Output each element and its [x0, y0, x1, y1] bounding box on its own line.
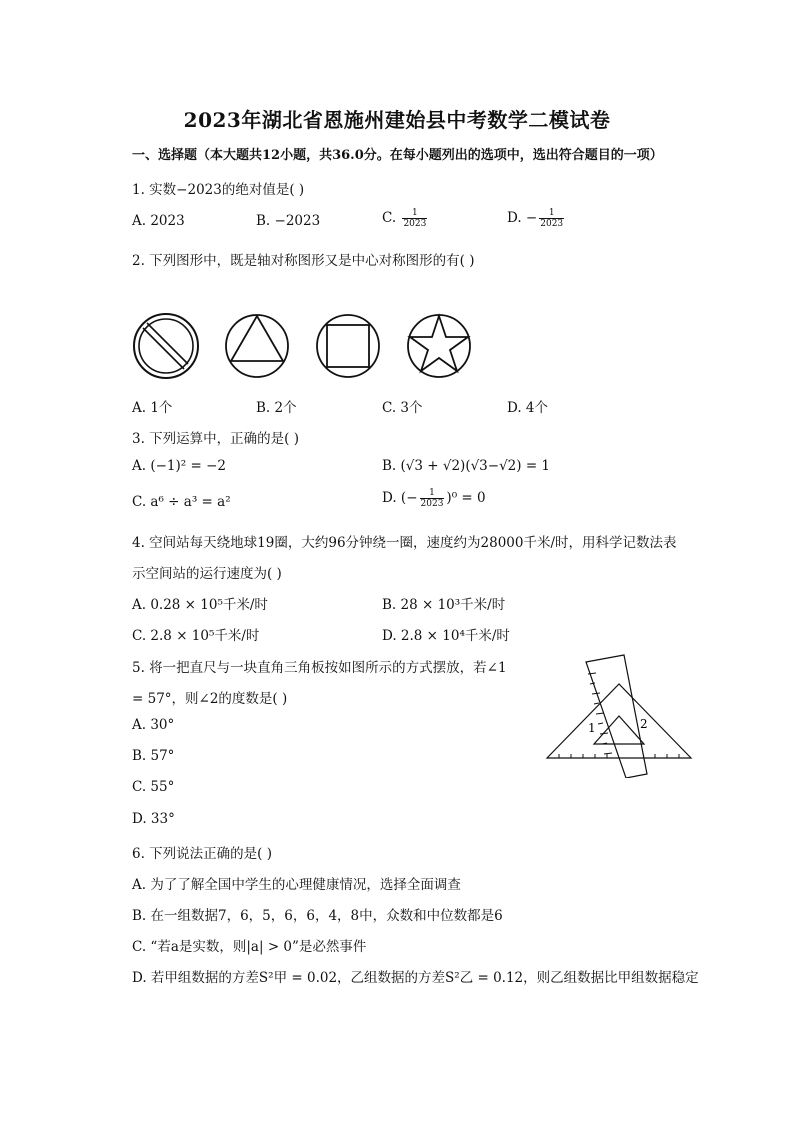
ruler-triangle-figure [544, 652, 694, 778]
question-5-option-a: A. 30° [132, 717, 175, 733]
question-1-option-a: A. 2023 [132, 213, 185, 229]
question-4-option-a: A. 0.28 × 10⁵千米/时 [132, 597, 268, 613]
question-2-option-a: A. 1个 [132, 400, 173, 416]
question-3-option-a: A. (−1)² = −2 [132, 458, 226, 474]
fraction [402, 208, 427, 229]
question-4-option-d: D. 2.8 × 10⁴千米/时 [382, 628, 510, 644]
question-6-stem: 6. 下列说法正确的是( ) [132, 846, 272, 862]
page-title: 2023年湖北省恩施州建始县中考数学二模试卷 [183, 108, 611, 132]
question-1-option-c-prefix: C. [382, 210, 397, 226]
fraction [420, 488, 445, 509]
question-4-stem-line-2: 示空间站的运行速度为( ) [132, 566, 282, 582]
question-6-option-c: C. “若a是实数，则|a| > 0”是必然事件 [132, 939, 367, 955]
question-5-stem-line-2: = 57°，则∠2的度数是( ) [132, 691, 288, 707]
question-4-stem-line-1: 4. 空间站每天绕地球19圈，大约96分钟绕一圈，速度约为28000千米/时，用科学记数法表 [132, 535, 677, 551]
fraction-denominator: 2023 [420, 499, 444, 509]
question-1-stem: 1. 实数−2023的绝对值是( ) [132, 182, 305, 198]
fraction-numerator: 1 [402, 208, 427, 219]
question-3-stem: 3. 下列运算中，正确的是( ) [132, 431, 299, 447]
question-5-option-c: C. 55° [132, 779, 175, 795]
question-1-option-d-prefix: D. − [507, 210, 538, 226]
fraction-denominator: 2023 [540, 219, 564, 229]
figure-circle-triangle [226, 315, 288, 377]
question-6-option-d: D. 若甲组数据的方差S²甲 = 0.02，乙组数据的方差S²乙 = 0.12，则乙组数据比甲组数据稳定 [132, 970, 699, 986]
section-heading: 一、选择题（本大题共12小题，共36.0分。在每小题列出的选项中，选出符合题目的一项） [132, 148, 663, 163]
angle-2-label: 2 [640, 717, 648, 731]
angle-1-label: 1 [588, 721, 596, 735]
question-2-figures [130, 310, 480, 382]
question-6-option-b: B. 在一组数据7，6，5，6，6，4，8中，众数和中位数都是6 [132, 908, 503, 924]
fraction [539, 208, 564, 229]
question-6-option-a: A. 为了了解全国中学生的心理健康情况，选择全面调查 [132, 877, 461, 893]
question-4-option-c: C. 2.8 × 10⁵千米/时 [132, 628, 260, 644]
fraction-denominator: 2023 [403, 219, 427, 229]
question-1-option-c [382, 208, 429, 229]
figure-circle-square [317, 315, 379, 377]
question-4-option-b: B. 28 × 10³千米/时 [382, 597, 506, 613]
fraction-numerator: 1 [539, 208, 564, 219]
question-3-option-d-prefix: D. (− [382, 490, 418, 506]
question-3-option-d [382, 488, 486, 509]
question-2-option-c: C. 3个 [382, 400, 423, 416]
question-1-option-b: B. −2023 [256, 213, 321, 229]
question-5-option-b: B. 57° [132, 748, 175, 764]
question-3-option-d-suffix: )⁰ = 0 [446, 490, 486, 506]
question-2-option-d: D. 4个 [507, 400, 549, 416]
question-2-stem: 2. 下列图形中，既是轴对称图形又是中心对称图形的有( ) [132, 253, 475, 269]
question-5-option-d: D. 33° [132, 811, 175, 827]
question-3-option-b: B. (√3 + √2)(√3−√2) = 1 [382, 458, 551, 474]
question-2-option-b: B. 2个 [256, 400, 297, 416]
question-5-stem-line-1: 5. 将一把直尺与一块直角三角板按如图所示的方式摆放，若∠1 [132, 660, 507, 676]
question-3-option-c: C. a⁶ ÷ a³ = a² [132, 494, 231, 510]
figure-circle-band [134, 314, 198, 378]
figure-circle-star [408, 315, 470, 377]
question-1-option-d [507, 208, 566, 229]
fraction-numerator: 1 [420, 488, 445, 499]
